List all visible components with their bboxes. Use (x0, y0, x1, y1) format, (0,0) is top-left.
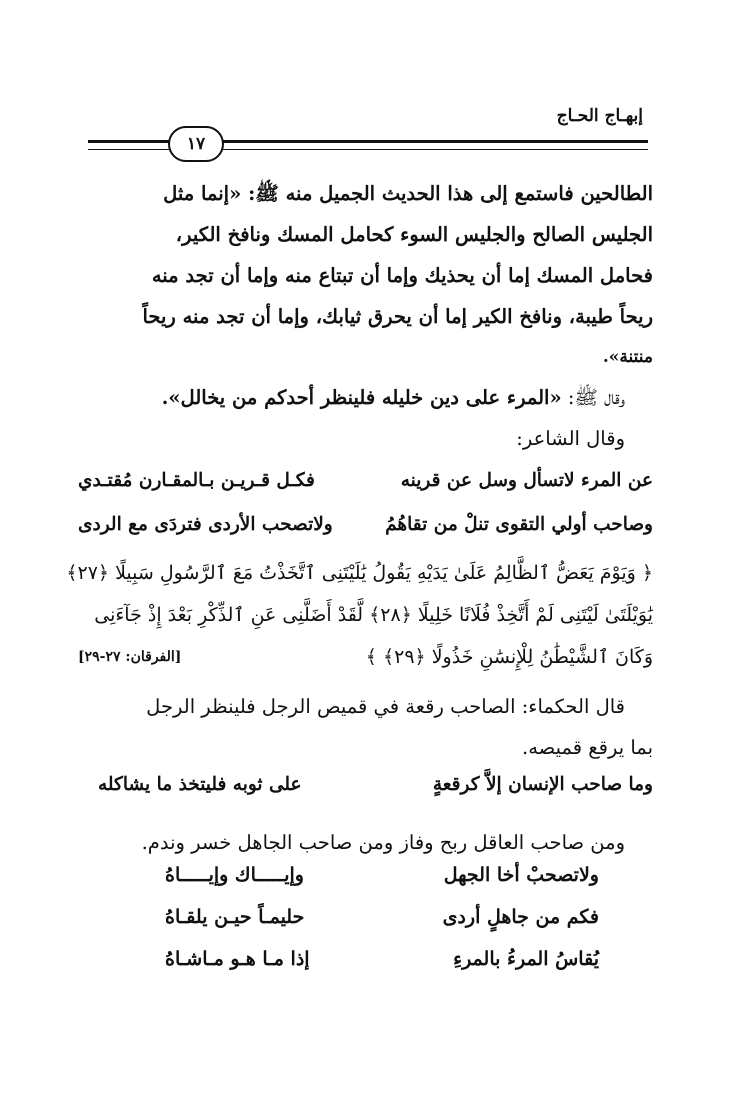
text-line: الجليس الصالح والجليس السوء كحامل المسك ونافخ الكير، (175, 223, 653, 246)
poem-verse (78, 514, 653, 554)
verse-second-half: وإيـــــاك وإيـــــاهُ (165, 864, 304, 886)
wisdom-paragraph (78, 686, 653, 768)
verse-first-half: ولاتصحبْ أخا الجهل (443, 864, 599, 886)
text-line: ريحاً طيبة، ونافخ الكير إما أن يحرق ثيابك، وإما أن تجد منه ريحاً (142, 305, 653, 328)
text-line: ومن صاحب العاقل ربح وفاز ومن صاحب الجاهل خسر وندم. (141, 831, 625, 854)
poem-verse (78, 470, 653, 510)
poem-verse (78, 774, 653, 814)
hadith-quote: «المرء على دين خليله فلينظر أحدكم من يخالل». (161, 386, 562, 409)
text-line: منتنة». (602, 347, 653, 367)
verse-first-half: عن المرء لاتسأل وسل عن قرينه (400, 470, 653, 491)
text-line: الطالحين فاستمع إلى هذا الحديث الجميل منه ﷺ: «إنما مثل (163, 182, 653, 205)
text-line: قال الحكماء: الصاحب رقعة في قميص الرجل فلينظر الرجل (146, 695, 625, 718)
quran-line: يَٰوَيْلَتَىٰ لَيْتَنِى لَمْ أَتَّخِذْ فُلَانًا خَلِيلًا ﴿٢٨﴾ لَّقَدْ أَضَلَّنِى عَنِ ٱلذِّكْرِ بَعْدَ إِذْ جَآءَنِى (94, 604, 653, 626)
hadith-line (78, 377, 653, 418)
verse-second-half: ولاتصحب الأردى فتردَى مع الردى (78, 514, 333, 535)
quran-verses (66, 552, 653, 678)
book-title: إبهـاج الحـاج (556, 106, 643, 126)
wisdom-line (78, 822, 653, 863)
verse-first-half: يُقاسُ المرءُ بالمرءِ (453, 948, 599, 970)
page-number: ١٧ (168, 126, 224, 162)
text-line: فحامل المسك إما أن يحذيك وإما أن تبتاع منه وإما أن تجد منه (151, 264, 653, 287)
verse-first-half: وما صاحب الإنسان إلاَّ كرقعةٍ (432, 774, 653, 795)
verse-second-half: إذا مـا هـو مـاشـاهُ (165, 948, 310, 970)
verse-first-half: فكم من جاهلٍ أردى (442, 906, 599, 928)
verse-second-half: على ثوبه فليتخذ ما يشاكله (98, 774, 302, 795)
verse-second-half: فكـل قـريـن بـالمقـارن مُقتـدي (78, 470, 315, 491)
verse-second-half: حليمـاً حيـن يلقـاهُ (165, 906, 305, 928)
text-line: بما يرقع قميصه. (522, 736, 653, 759)
hadith-paragraph (78, 173, 653, 378)
quran-line: ﴿ وَيَوْمَ يَعَضُّ ٱلظَّالِمُ عَلَىٰ يَدَيْهِ يَقُولُ يَٰلَيْتَنِى ٱتَّخَذْتُ مَعَ ٱلرَّسُولِ سَبِيلًا ﴿٢٧﴾ (66, 562, 653, 584)
verse-first-half: وصاحب أولي التقوى تنلْ من تقاهُمُ (385, 514, 653, 535)
poet-intro (78, 418, 653, 459)
hadith-lead: وقال ﷺ: (561, 386, 625, 409)
text-line: وقال الشاعر: (516, 427, 625, 450)
quran-line: وَكَانَ ٱلشَّيْطَٰنُ لِلْإِنسَٰنِ خَذُولًا ﴿٢٩﴾ ﴾ (365, 646, 653, 668)
quran-reference: [الفرقان: ٢٧-٢٩] (78, 649, 182, 665)
